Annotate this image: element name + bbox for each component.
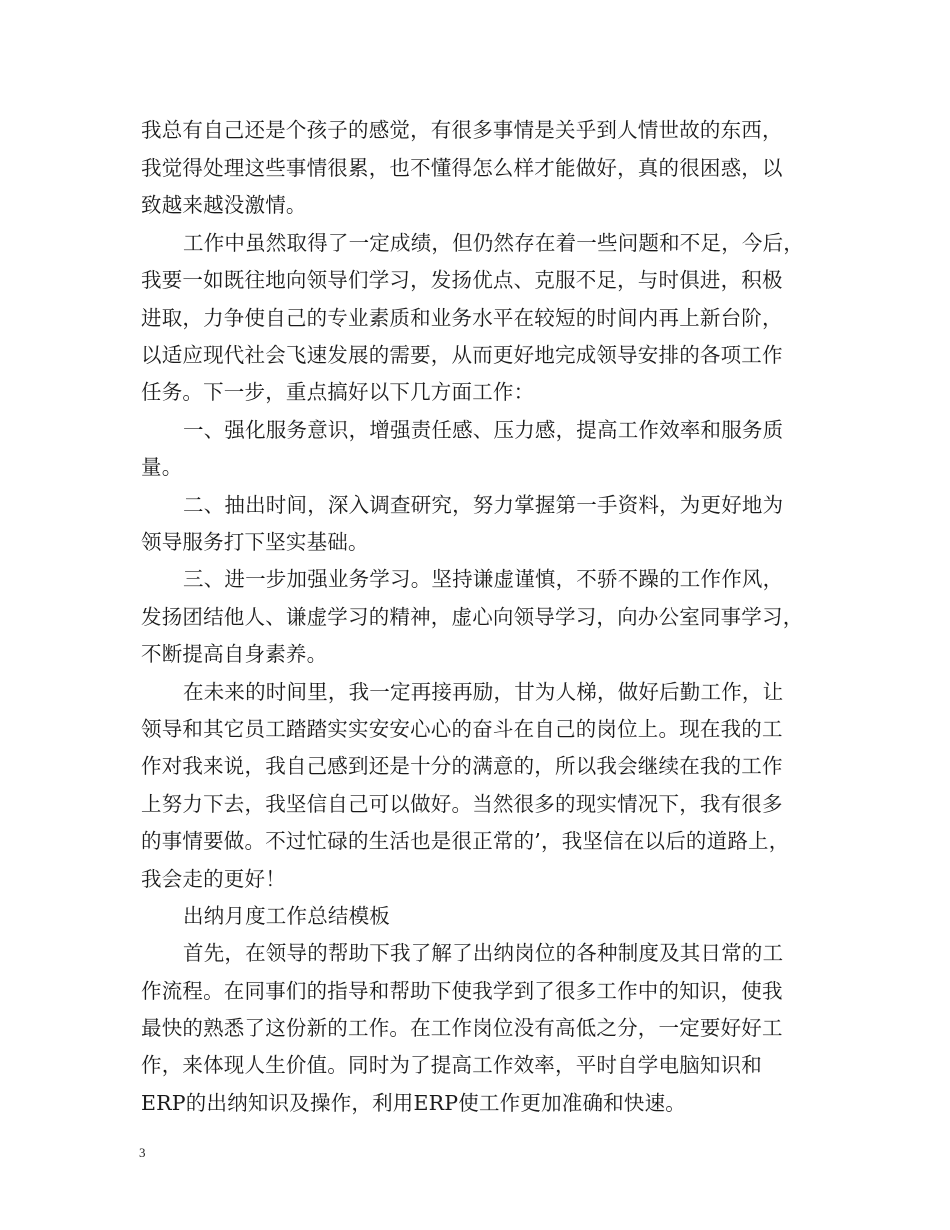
text-line: 二、抽出时间，深入调查研究，努力掌握第一手资料，为更好地为: [183, 493, 784, 517]
text-line: 上努力下去，我坚信自己可以做好。当然很多的现实情况下，我有很多: [141, 792, 783, 816]
text-line: 致越来越没激情。: [141, 193, 307, 217]
text-line: 我要一如既往地向领导们学习，发扬优点、克服不足，与时俱进，积极: [141, 268, 783, 292]
text-line: 以适应现代社会飞速发展的需要，从而更好地完成领导安排的各项工作: [141, 343, 783, 367]
text-line: ERP的出纳知识及操作，利用ERP使工作更加准确和快速。: [141, 1091, 686, 1115]
text-line: 的事情要做。不过忙碌的生活也是很正常的’，我坚信在以后的道路上，: [141, 829, 790, 853]
text-line: 我觉得处理这些事情很累，也不懂得怎么样才能做好，真的很困惑，以: [141, 156, 783, 180]
text-line: 量。: [141, 455, 183, 479]
text-line: 进取，力争使自己的专业素质和业务水平在较短的时间内再上新台阶，: [141, 306, 783, 330]
text-line: 不断提高自身素养。: [141, 642, 328, 666]
text-line: 领导服务打下坚实基础。: [141, 530, 369, 554]
text-line: 发扬团结他人、谦虚学习的精神，虚心向领导学习，向办公室同事学习，: [141, 605, 804, 629]
text-line: 一、强化服务意识，增强责任感、压力感，提高工作效率和服务质: [183, 418, 784, 442]
text-line: 工作中虽然取得了一定成绩，但仍然存在着一些问题和不足，今后，: [183, 231, 804, 255]
text-line: 作，来体现人生价值。同时为了提高工作效率，平时自学电脑知识和: [141, 1053, 762, 1077]
page-number: 3: [139, 1145, 146, 1160]
text-line: 我会走的更好！: [141, 867, 286, 891]
text-line: 任务。下一步，重点搞好以下几方面工作：: [141, 380, 535, 404]
text-line: 在未来的时间里，我一定再接再励，甘为人梯，做好后勤工作，让: [183, 680, 784, 704]
text-line: 三、进一步加强业务学习。坚持谦虚谨慎，不骄不躁的工作作风，: [183, 567, 784, 591]
text-line: 领导和其它员工踏踏实实安安心心的奋斗在自己的岗位上。现在我的工: [141, 717, 783, 741]
text-line: 我总有自己还是个孩子的感觉，有很多事情是关乎到人情世故的东西，: [141, 118, 783, 142]
text-line: 首先，在领导的帮助下我了解了出纳岗位的各种制度及其日常的工: [183, 941, 784, 965]
text-line: 最快的熟悉了这份新的工作。在工作岗位没有高低之分，一定要好好工: [141, 1016, 783, 1040]
text-line: 作流程。在同事们的指导和帮助下使我学到了很多工作中的知识，使我: [141, 979, 783, 1003]
section-heading: 出纳月度工作总结模板: [183, 904, 390, 928]
text-line: 作对我来说，我自己感到还是十分的满意的，所以我会继续在我的工作: [141, 754, 783, 778]
